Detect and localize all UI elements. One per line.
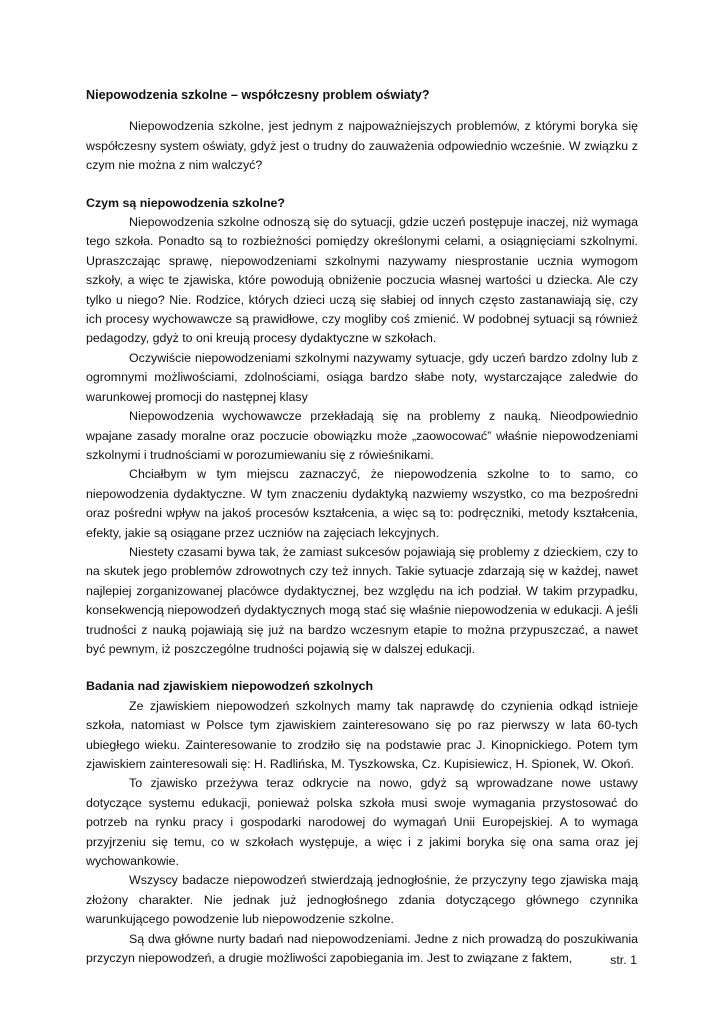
section-heading: Badania nad zjawiskiem niepowodzeń szkolnych xyxy=(86,679,374,694)
section-heading: Czym są niepowodzenia szkolne? xyxy=(86,195,285,210)
paragraph: Niepowodzenia szkolne odnoszą się do sytuacji, gdzie uczeń postępuje inaczej, niż wymaga tego szkoła. Ponadto są to rozbieżności pomiędzy określonymi celami, a osiągnięciami szkolnymi. Upraszczając sprawę, niepowodzeniami szkolnymi nazywamy niesprostanie ucznia wymogom szkoły, a więc te zjawiska, które powodują obniżenie poczucia własnej wartości u dziecka. Ale czy tylko u niego? Nie. Rodzice, których dzieci uczą się słabiej od innych często zastanawiają się, czy ich procesy wychowawcze są prawidłowe, czy mogliby coś zmienić. W podobnej sytuacji są również pedagodzy, gdyż to oni kreują procesy dydaktyczne w szkołach. xyxy=(86,215,638,346)
page-number: str. 1 xyxy=(610,953,637,967)
document-title: Niepowodzenia szkolne – współczesny problem oświaty? xyxy=(86,88,430,102)
document-page xyxy=(86,86,638,968)
paragraph: Są dwa główne nurty badań nad niepowodzeniami. Jedne z nich prowadzą do poszukiwania przyczyn niepowodzeń, a drugie możliwości zapobiegania im. Jest to związane z faktem, xyxy=(86,931,638,966)
paragraph: Niepowodzenia wychowawcze przekładają się na problemy z nauką. Nieodpowiednio wpajane zasady moralne oraz poczucie obowiązku może „zaowocować” właśnie niepowodzeniami szkolnymi i trudnościami w porozumiewaniu się z rówieśnikami. xyxy=(86,409,638,462)
intro-paragraph: Niepowodzenia szkolne, jest jednym z najpoważniejszych problemów, z którymi boryka się współczesny system oświaty, gdyż jest o trudny do zauważenia odpowiednio wcześnie. W związku z czym nie można z nim walczyć? xyxy=(86,119,638,173)
paragraph: Niestety czasami bywa tak, że zamiast sukcesów pojawiają się problemy z dzieckiem, czy to na skutek jego problemów zdrowotnych czy też innych. Takie sytuacje zdarzają się w każdej, nawet najlepiej zorganizowanej placówce dydaktycznej, bez względu na ich podział. W takim przypadku, konsekwencją niepowodzeń dydaktycznych mogą stać się właśnie niepowodzenia w edukacji. A jeśli trudności z nauką pojawiają się już na bardzo wczesnym etapie to można przypuszczać, a nawet być pewnym, iż poszczególne trudności pojawią się w dalszej edukacji. xyxy=(86,544,638,656)
paragraph: Ze zjawiskiem niepowodzeń szkolnych mamy tak naprawdę do czynienia odkąd istnieje szkoła, natomiast w Polsce tym zjawiskiem zainteresowano się po raz pierwszy w lata 60-tych ubiegłego wieku. Zainteresowanie to zrodziło się na podstawie prac J. Kinopnickiego. Potem tym zjawiskiem zainteresowali się: H. Radlińska, M. Tyszkowska, Cz. Kupisiewicz, H. Spionek, W. Okoń. xyxy=(86,698,638,771)
paragraph: To zjawisko przeżywa teraz odkrycie na nowo, gdyż są wprowadzane nowe ustawy dotyczące systemu edukacji, ponieważ polska szkoła musi swoje wymagania przystosować do potrzeb na rynku pracy i gospodarki narodowej do wymagań Unii Europejskiej. A to wymaga przyjrzeniu się temu, co w szkołach występuje, a więc i z jakimi boryka się ona sama oraz jej wychowankowie. xyxy=(86,776,638,869)
paragraph: Chciałbym w tym miejscu zaznaczyć, że niepowodzenia szkolne to to samo, co niepowodzenia dydaktyczne. W tym znaczeniu dydaktyką nazwiemy wszystko, co ma bezpośredni oraz pośredni wpływ na jakoś procesów kształcenia, a więc są to: podręczniki, metody kształcenia, efekty, jakie są osiągane przez uczniów na zajęciach lekcyjnych. xyxy=(86,467,638,540)
paragraph: Oczywiście niepowodzeniami szkolnymi nazywamy sytuacje, gdy uczeń bardzo zdolny lub z ogromnymi możliwościami, zdolnościami, osiąga bardzo słabe noty, wystarczające zaledwie do warunkowej promocji do następnej klasy xyxy=(86,350,638,404)
paragraph: Wszyscy badacze niepowodzeń stwierdzają jednogłośnie, że przyczyny tego zjawiska mają złożony charakter. Nie jednak już jednogłośnego zdania dotyczącego głównego czynnika warunkującego powodzenie lub niepowodzenie szkolne. xyxy=(86,873,638,927)
